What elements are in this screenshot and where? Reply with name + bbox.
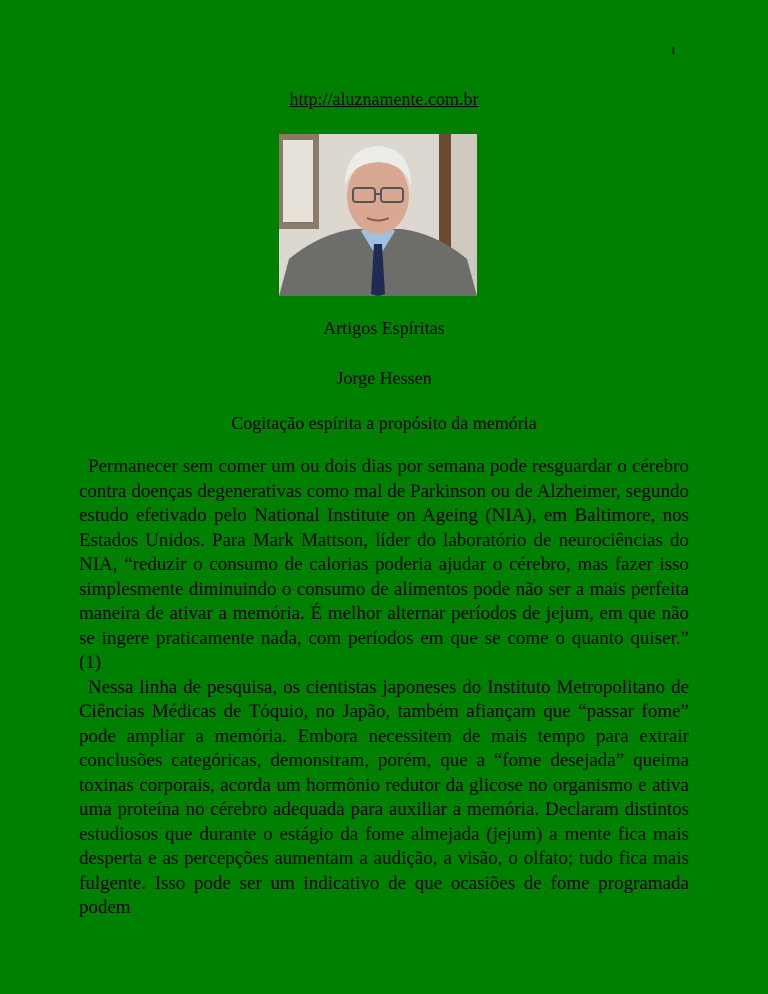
site-link[interactable]: http://aluznamente.com.br: [289, 89, 479, 109]
section-heading: Artigos Espíritas: [323, 318, 445, 338]
page-number: 1: [670, 43, 676, 57]
article-body: [79, 455, 689, 921]
paragraph-2: Nessa linha de pesquisa, os cientistas japoneses do Instituto Metropolitano de Ciências Médicas de Tóquio, no Japão, também afiançam que “passar fome” pode ampliar a memória. Embora necessitem de mais tempo para extrair conclusões categóricas, demonstram, porém, que a “fome desejada” queima toxinas corporais, acorda um hormônio redutor da glicose no organismo e ativa uma proteína no cérebro adequada para auxiliar a memória. Declaram distintos estudiosos que durante o estágio da fome almejada (jejum) a mente fica mais desperta e as percepções aumentam a audição, a visão, o olfato; tudo fica mais fulgente. Isso pode ser um indicativo de que ocasiões de fome programada podem: [79, 676, 689, 918]
paragraph-1: Permanecer sem comer um ou dois dias por semana pode resguardar o cérebro contra doenças degenerativas como mal de Parkinson ou de Alzheimer, segundo estudo efetivado pelo National Institute on Ageing (NIA), em Baltimore, nos Estados Unidos. Para Mark Mattson, líder do laboratório de neurociências do NIA, “reduzir o consumo de calorias poderia ajudar o cérebro, mas fazer isso simplesmente diminuindo o consumo de alimentos pode não ser a mais perfeita maneira de ativar a memória. É melhor alternar períodos de jejum, em que não se ingere praticamente nada, com períodos em que se come o quanto quiser.” (1): [79, 456, 689, 673]
article-title: Cogitação espírita a propósito da memória: [231, 413, 537, 433]
portrait-photo-icon: [279, 134, 477, 296]
portrait-photo: [279, 134, 477, 296]
author-name: Jorge Hessen: [336, 368, 432, 388]
